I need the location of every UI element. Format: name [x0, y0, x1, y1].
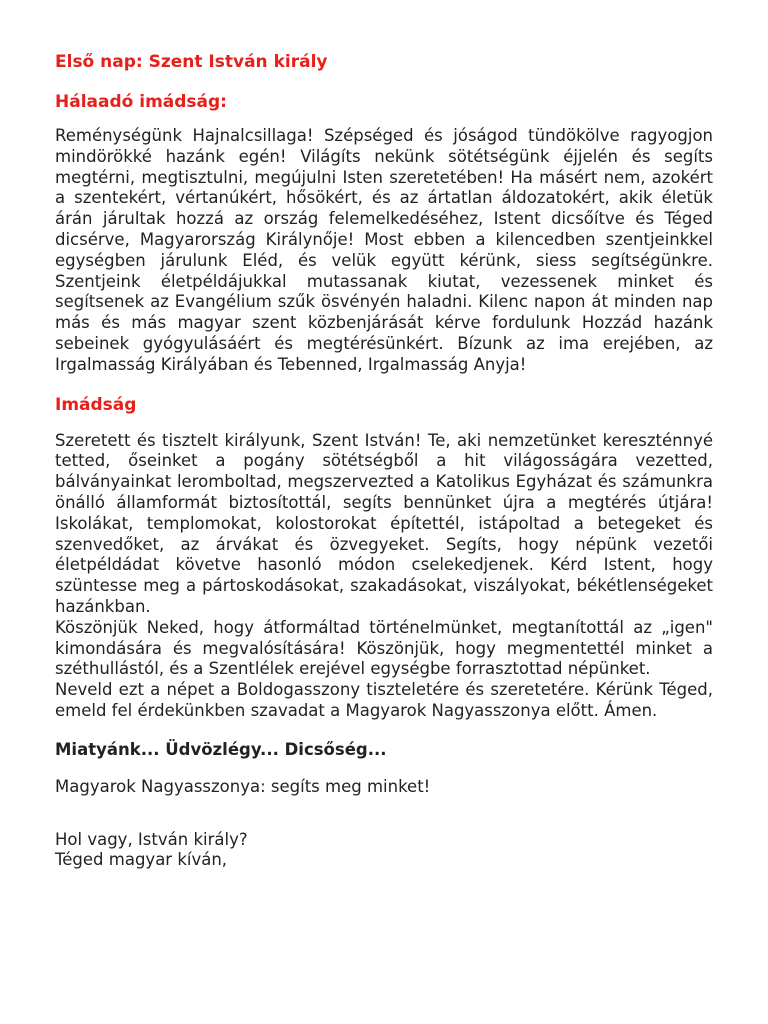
poem-line: Téged magyar kíván, — [55, 850, 228, 870]
poem — [55, 830, 713, 871]
prayer-text-block — [55, 431, 713, 722]
document-title: Első nap: Szent István király — [55, 52, 328, 72]
section-heading-prayer: Imádság — [55, 394, 137, 415]
prayer-paragraph: Köszönjük Neked, hogy átformáltad történelmünket, megtanítottál az „igen" kimondására és megvalósítására! Köszönjük, hogy megmentettél minket a széthullástól, és a Szentlélek erejével egységbe forrasztottad népünket. — [55, 617, 713, 679]
prayers-line: Miatyánk... Üdvözlégy... Dicsőség... — [55, 739, 387, 759]
prayer-paragraph: Szeretett és tisztelt királyunk, Szent István! Te, aki nemzetünket kereszténnyé tetted, őseinket a pogány sötétségből a hit világosságára vezetted, bálványainkat leromboltad, megszervezted a Katolikus Egyházat és számunkra önálló államformát biztosítottál, segíts bennünket újra a megtérés útjára! Iskolákat, templomokat, kolostorokat építettél, istápoltad a betegeket és szenvedőket, az árvákat és özvegyeket. Segíts, hogy népünk vezetői életpéldádat követve hasonló módon cselekedjenek. Kérd Istent, hogy szüntesse meg a pártoskodásokat, szakadásokat, viszályokat, békétlenségeket hazánkban. — [55, 430, 713, 616]
prayer-paragraph: Neveld ezt a népet a Boldogasszony tiszteletére és szeretetére. Kérünk Téged, emeld fel érdekünkben szavadat a Magyarok Nagyasszonya előtt. Ámen. — [55, 680, 713, 720]
document-page — [55, 50, 713, 871]
invocation-line: Magyarok Nagyasszonya: segíts meg minket! — [55, 776, 431, 796]
poem-line: Hol vagy, István király? — [55, 829, 248, 849]
thanksgiving-paragraph: Reménységünk Hajnalcsillaga! Szépséged és jóságod tündökölve ragyogjon mindörökké hazánk egén! Világíts nekünk sötétségünk éjjelén és segíts megtérni, megtisztulni, megújulni Isten szeretetében! Ha másért nem, azokért a szentekért, vértanúkért, hősökért, és az ártatlan áldozatokért, akik életük árán járultak hozzá az ország felemelkedéséhez, Istent dicsőítve és Téged dicsérve, Magyarország Királynője! Most ebben a kilencedben szentjeinkkel egységben járulunk Eléd, és velük együtt kérünk, siess segítségünkre. Szentjeink életpéldájukkal mutassanak kiutat, vezessenek minket és segítsenek az Evangélium szűk ösvényén haladni. Kilenc napon át minden nap más és más magyar szent közbenjárását kérve fordulunk Hozzád hazánk sebeinek gyógyulásáért és megtérésünkért. Bízunk az ima erejében, az Irgalmasság Királyában és Tebenned, Irgalmasság Anyja! — [55, 126, 713, 374]
section-heading-thanksgiving: Hálaadó imádság: — [55, 92, 227, 112]
